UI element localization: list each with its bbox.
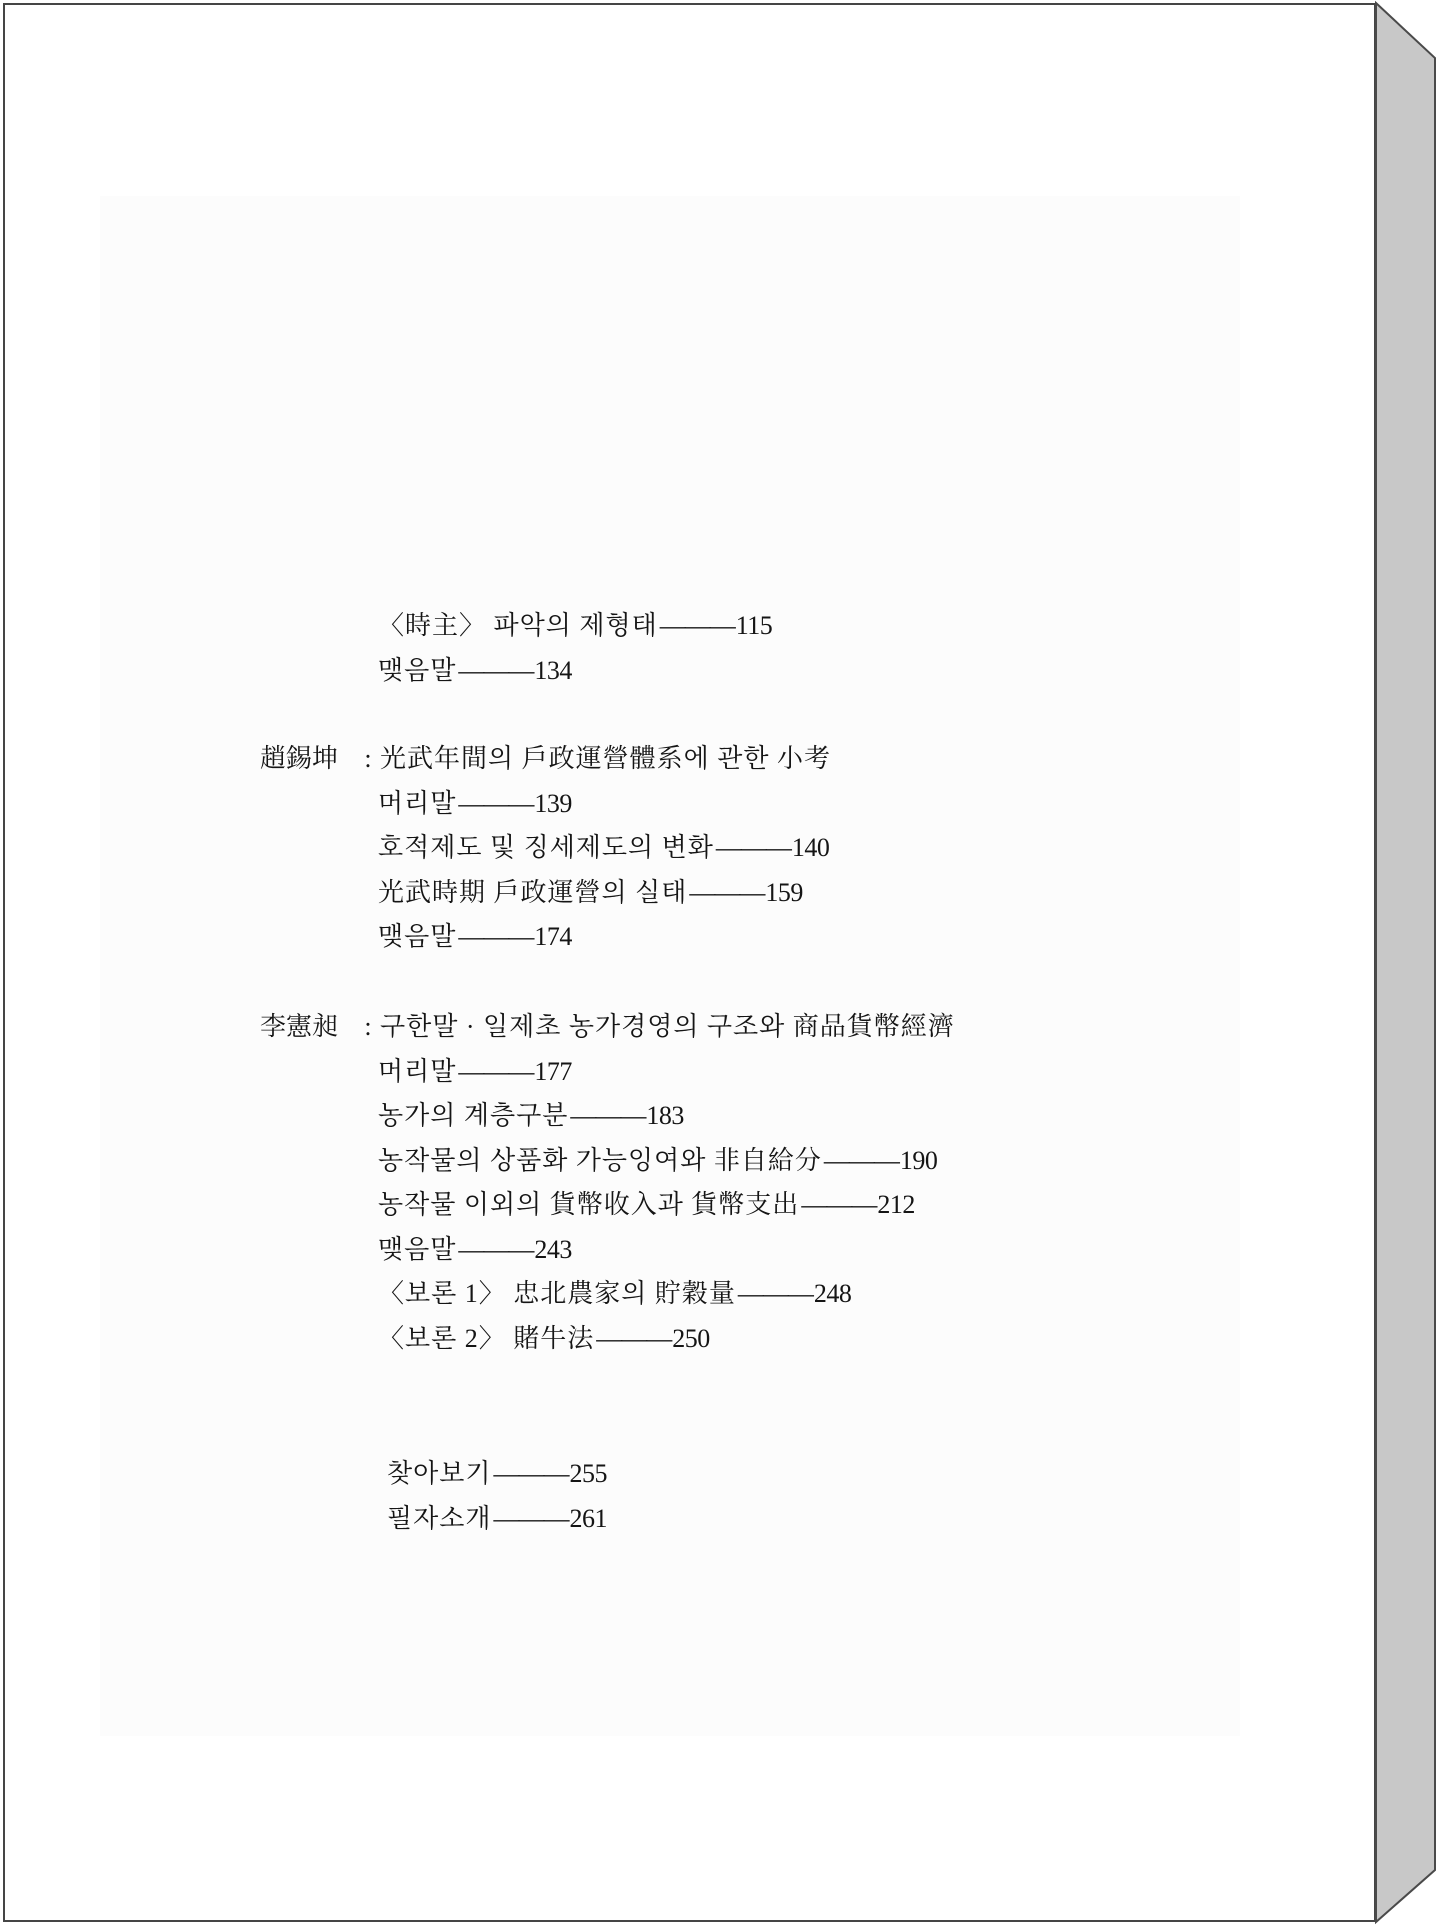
entry-title: 〈보론 1〉 忠北農家의 貯穀量: [378, 1279, 736, 1308]
page-number: 250: [672, 1323, 710, 1353]
leader-dash: ———: [596, 1323, 672, 1353]
toc-entry: [378, 1094, 955, 1139]
entry-title: 필자소개: [387, 1503, 492, 1533]
page-number: 183: [646, 1101, 684, 1130]
page-number: 159: [765, 877, 803, 907]
leader-dash: ———: [458, 788, 534, 818]
leader-dash: ———: [659, 611, 735, 640]
page-number: 139: [534, 788, 572, 818]
entry-title: 光武時期 戶政運營의 실태: [378, 877, 688, 907]
leader-dash: ———: [689, 877, 765, 907]
chapter-author: 李憲昶: [260, 1012, 339, 1041]
scan-area: [100, 196, 1240, 1736]
toc-back-matter: [387, 1452, 607, 1541]
entry-title: 농작물 이외의 貨幣收入과 貨幣支出: [378, 1190, 800, 1219]
page-number: 174: [534, 922, 572, 951]
toc-entry: [378, 826, 831, 871]
page-number: 115: [735, 611, 773, 640]
leader-dash: ———: [801, 1190, 877, 1219]
chapter-heading: [260, 1005, 955, 1050]
leader-dash: ———: [458, 922, 534, 951]
chapter-author: 趙錫坤: [260, 744, 339, 773]
entry-title: 맺음말: [378, 922, 457, 951]
leader-dash: ———: [570, 1101, 646, 1130]
toc-entry: [378, 1050, 955, 1095]
entry-title: 머리말: [378, 788, 457, 818]
entry-title: 농가의 계층구분: [378, 1101, 569, 1130]
entry-title: 맺음말: [378, 1234, 457, 1264]
page-number: 255: [569, 1459, 607, 1488]
entry-title: 맺음말: [378, 655, 457, 685]
toc-entry: [378, 871, 831, 916]
leader-dash: ———: [493, 1459, 569, 1488]
leader-dash: ———: [458, 655, 534, 685]
page-number: 140: [791, 833, 830, 862]
page-number: 248: [813, 1279, 852, 1308]
toc-section-continued: [378, 604, 772, 693]
page-number: 134: [534, 655, 572, 685]
toc-section-chapter: [260, 737, 831, 960]
leader-dash: ———: [458, 1056, 534, 1086]
toc-entry: [378, 1139, 955, 1184]
entry-title: 호적제도 및 징세제도의 변화: [378, 833, 714, 862]
entry-title: 농작물의 상품화 가능잉여와 非自給分: [378, 1145, 822, 1175]
toc-section-chapter: [260, 1005, 955, 1361]
page-number: 261: [569, 1503, 607, 1533]
page-number: 243: [534, 1234, 572, 1264]
entry-title: 찾아보기: [387, 1459, 492, 1488]
author-separator: :: [364, 1012, 372, 1041]
toc-entry: [387, 1452, 607, 1497]
toc-entry: [378, 782, 831, 827]
page-number: 212: [877, 1190, 915, 1219]
page-number: 190: [899, 1145, 938, 1175]
toc-entry: [378, 1272, 955, 1317]
toc-entry: [378, 1183, 955, 1228]
leader-dash: ———: [737, 1279, 813, 1308]
toc-entry: [378, 649, 772, 694]
leader-dash: ———: [493, 1503, 569, 1533]
toc-entry: [378, 915, 831, 960]
toc-entry: [387, 1497, 607, 1542]
entry-title: 머리말: [378, 1056, 457, 1086]
leader-dash: ———: [823, 1145, 899, 1175]
page-edge-shading: [1376, 3, 1435, 1922]
leader-dash: ———: [458, 1234, 534, 1264]
entry-title: 〈時主〉 파악의 제형태: [378, 611, 658, 640]
chapter-title: 구한말 · 일제초 농가경영의 구조와 商品貨幣經濟: [380, 1012, 955, 1041]
toc-entry: [378, 1317, 955, 1362]
page-number: 177: [534, 1056, 572, 1086]
toc-entry: [378, 604, 772, 649]
chapter-heading: [260, 737, 831, 782]
author-separator: :: [364, 744, 372, 773]
leader-dash: ———: [715, 833, 791, 862]
entry-title: 〈보론 2〉 賭牛法: [378, 1323, 595, 1353]
chapter-title: 光武年間의 戶政運營體系에 관한 小考: [380, 744, 831, 773]
toc-entry: [378, 1228, 955, 1273]
